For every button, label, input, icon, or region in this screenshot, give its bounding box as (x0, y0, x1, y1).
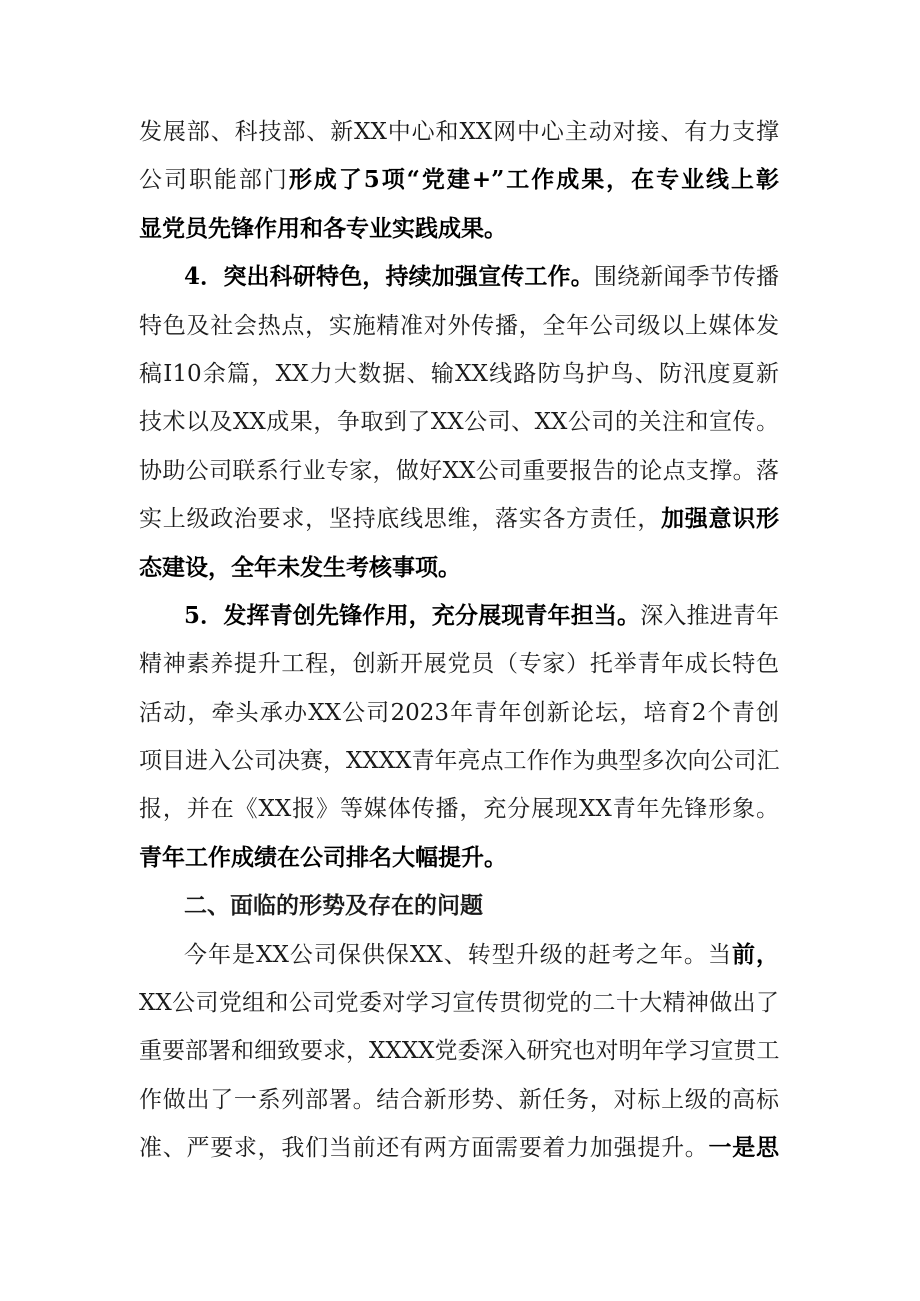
body-text: 重要部署和细致要求，XXXX党委深入研究也对明年学习宣贯工 (139, 1038, 780, 1065)
bold-text: 加强意识形 (661, 505, 780, 533)
body-line (139, 640, 779, 688)
body-line (139, 1124, 779, 1172)
body-line (139, 689, 779, 737)
body-line (139, 737, 779, 785)
body-line (139, 398, 779, 446)
body-text: 发展部、科技部、新XX中心和XX网中心主动对接、有力支撑 (139, 119, 779, 145)
body-text: 技术以及XX成果，争取到了XX公司、XX公司的关注和宣传。 (139, 409, 779, 436)
body-text: 协助公司联系行业专家，做好XX公司重要报告的论点支撑。落 (139, 457, 779, 484)
bold-text: 一是思 (708, 1134, 780, 1162)
bold-text: 5．发挥青创先锋作用，充分展现青年担当。 (184, 601, 641, 629)
section-heading: 二、面临的形势及存在的问题 (184, 893, 483, 920)
body-text: 今年是XX公司保供保XX、转型升级的赶考之年。当 (184, 941, 732, 968)
body-line (139, 979, 779, 1027)
body-text: 活动，牵头承办XX公司2023年青年创新论坛，培育2个青创 (139, 699, 779, 726)
bold-text: 态建设，全年未发生考核事项。 (139, 553, 461, 581)
body-text: 公司职能部门 (139, 167, 289, 194)
body-text: 实上级政治要求，坚持底线思维，落实各方责任， (139, 506, 662, 533)
body-line (139, 931, 779, 979)
body-text: 报，并在《XX报》等媒体传播，充分展现XX青年先锋形象。 (139, 796, 779, 823)
body-text: XX公司党组和公司党委对学习宣传贯彻党的二十大精神做出了 (139, 990, 779, 1017)
body-line (139, 253, 779, 301)
body-line (139, 1076, 779, 1124)
bold-text: 前， (731, 940, 780, 968)
body-line (139, 834, 779, 882)
document-body (139, 108, 779, 1173)
body-text: 深入推进青年 (640, 602, 780, 629)
body-text: 精神素养提升工程，创新开展党员（专家）托举青年成长特色 (139, 651, 779, 678)
body-line (139, 302, 779, 350)
body-line (139, 1027, 779, 1075)
body-text: 围绕新闻季节传播 (593, 264, 779, 291)
bold-text: 青年工作成绩在公司排名大幅提升。 (139, 843, 507, 871)
body-line (139, 156, 779, 204)
bold-text: 显党员先锋作用和各专业实践成果。 (139, 214, 507, 242)
body-text: 特色及社会热点，实施精准对外传播，全年公司级以上媒体发 (139, 312, 779, 339)
body-line (139, 544, 779, 592)
body-text: 作做出了一系列部署。结合新形势、新任务，对标上级的高标 (139, 1086, 779, 1113)
body-line (139, 592, 779, 640)
body-text: 项目进入公司决赛，XXXX青年亮点工作作为典型多次向公司汇 (139, 748, 780, 775)
body-line (139, 108, 779, 156)
body-line (139, 350, 779, 398)
bold-text: 形成了5项“党建+”工作成果，在专业线上彰 (288, 166, 780, 194)
body-text: 准、严要求，我们当前还有两方面需要着力加强提升。 (139, 1135, 709, 1162)
body-line (139, 785, 779, 833)
body-text: 稿I10余篇，XX力大数据、输XX线路防鸟护鸟、防汛度夏新 (139, 360, 779, 387)
body-line (139, 447, 779, 495)
body-line (139, 495, 779, 543)
body-line (139, 205, 779, 253)
bold-text: 4．突出科研特色，持续加强宣传工作。 (184, 263, 594, 291)
